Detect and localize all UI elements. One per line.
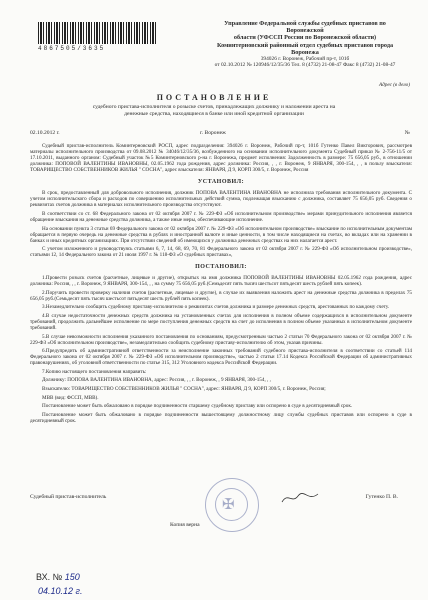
barcode-number: 4867505/3635 <box>38 45 106 52</box>
document-body <box>30 143 412 426</box>
address-note: Адрес (в дело) <box>378 82 410 88</box>
resolved-item: 4.В случае недостаточности денежных средств должника на установленных счетах для исполнения в полном объеме содержащихся в исполнительном документе требований, продолжить дальнейшее исполнение по мере поступления денежных средств на счет до исполнения в полном объеме указанных в исполнительном документе требований. <box>30 313 412 332</box>
established-paragraph: На основании пункта 3 статьи 69 Федерального закона от 02 октября 2007 г. № 229-ФЗ «Об исполнительном производстве» взыскание по исполнительным документам обращается в первую очередь на денежные средства в рублях и иностранной валюте и иные ценности, в том числе находящиеся на счетах, во вкладах или на хранении в банках и иных кредитных организациях. При отсутствии сведений об имеющихся у должника денежных средствах на них налагается арест. <box>30 225 412 244</box>
resolved-item: 2.Поручить провести проверку наличия счетов (расчетные, лицевые и другие), в случае их выявления наложить арест на денежные средства должника в пределах 75 656,05 руб.(Семьдесят пять тысяч шестьсот пятьдесят шесть рублей пять копеек). <box>30 289 412 302</box>
appeal-paragraph: Постановление может быть обжаловано в порядке подчиненности старшему судебному приставу или оспорено в суде в десятидневный срок. <box>42 403 353 410</box>
signer-title: Судебный пристав-исполнитель <box>30 494 107 500</box>
incoming-date: 04.10.12 г. <box>38 586 83 596</box>
document-city: г. Воронеж <box>200 130 226 136</box>
signature-line <box>30 494 398 500</box>
resolved-item: Должнику: ПОПОВА ВАЛЕНТИНА ИВАНОВНА, адрес: Россия, , , г. Воронеж, , 9 ЯНВАРЯ, 300-154, , , <box>42 377 271 384</box>
resolved-item: Взыскателю: ТОВАРИЩЕСТВО СОБСТВЕННИКОВ ЖИЛЬЯ " СОСНА", адрес: ЯНВАРЯ, Д 9, КОРП 300/5, г. Воронеж, Россия; <box>42 386 326 392</box>
appeal-paragraph: Постановление может быть обжаловано в порядке подчиненности вышестоящему должностному лицу службы судебных приставов или оспорено в суде в десятидневный срок. <box>30 411 412 424</box>
eagle-emblem-icon: ✠ <box>222 497 235 513</box>
issuer-header <box>205 20 405 69</box>
resolved-heading: ПОСТАНОВИЛ: <box>195 264 247 271</box>
established-heading: УСТАНОВИЛ: <box>197 179 245 186</box>
resolved-item: 6.Предупредить об административной ответственности за неисполнение законных требований судебного пристава-исполнителя в соответствии со статьей 114 Федерального закона от 02 октября 2007 г. № 229-ФЗ «Об исполнительном производстве», частью 2 статьи 17.14 Кодекса Российской Федерации об административных правонарушениях, об уголовной ответственности по статье 315, 312 Уголовного кодекса Российской Федерации. <box>30 348 412 367</box>
document-number-sign: № <box>404 130 410 136</box>
document-title: ПОСТАНОВЛЕНИЕ <box>156 93 272 102</box>
resolved-item: 7.Копию настоящего постановления направить: <box>42 368 147 375</box>
established-paragraph: В срок, предоставленный для добровольного исполнения, должник ПОПОВА ВАЛЕНТИНА ИВАНОВНА не исполнила требования исполнительного документа. С учетом исполнительского сбора и расходов по совершению исполнительных действий сумма, подлежащая взысканию с должника, составляет 75 656,05 руб. Сведения о реквизитах счетов должника в материалах исполнительного производства отсутствуют. <box>30 190 412 209</box>
handwritten-signature <box>280 490 320 506</box>
established-paragraph: В соответствии со ст. 68 Федерального закона от 02 октября 2007 г. № 229-ФЗ «Об исполнительном производстве» мерами принудительного исполнения является обращение взыскания на денежные средства должника, а также иные меры, обеспечивающие исполнение. <box>30 210 412 223</box>
intro-paragraph: Судебный пристав-исполнитель Коминтерновский РОСП, адрес подразделения: 394026 г. Воронеж, Рабочий пр-т, 101б Гутенко Павел Викторович, рассмотрев материалы исполнительного производства от 09.08.2012 № 34046/12/35/36, возбужденного на основании исполнительного документа Судебный приказ № 2-756-11/5 от 17.10.2011, выданного органом: Судебный участок №5 Коминтерновского р-на г. Воронежа, предмет исполнения: Задолженность в размере: 75 656,05 руб., в отношении должника: ПОПОВОЙ ВАЛЕНТИНЫ ИВАНОВНЫ, 02.05.1962 года рождения, адрес должника: Россия, , , г. Воронеж, 9 ЯНВАРЯ, 300-154, , , в пользу взыскателя: ТОВАРИЩЕСТВО СОБСТВЕННИКОВ ЖИЛЬЯ " СОСНА", адрес взыскателя: ЯНВАРЯ, Д 9, КОРП 300/5, г. Воронеж, Россия <box>30 143 412 174</box>
header-address-1: 394026 г. Воронеж, Рабочий пр-т, 101б <box>260 56 350 63</box>
header-address-2: от 02.10.2012 № 120946/12/35/36 Тел. 8 (4732) 21-08-47 Факс 8 (4732) 21-08-47 <box>214 62 396 69</box>
date-line <box>30 130 410 136</box>
barcode-image <box>38 22 156 44</box>
barcode-block <box>38 22 158 52</box>
header-line-1: Управление Федеральной службы судебных приставов по Воронежской <box>224 20 386 35</box>
resolved-item: 5.В случае невозможности исполнения указанного постановления по основаниям, предусмотренным частью 2 статьи 70 Федерального закона от 02 октября 2007 г. № 229-ФЗ «Об исполнительном производстве», незамедлительно сообщить судебному приставу-исполнителю об этом, указав причины. <box>30 333 412 346</box>
document-date: 02.10.2012 г. <box>30 130 60 136</box>
header-line-2: области (УФССП России по Воронежской области) <box>233 34 377 42</box>
copy-certification: Копия верна <box>170 522 200 528</box>
resolved-item: 3.Незамедлительно сообщить судебному приставу-исполнителю о реквизитах счетов должника и размере денежных средств, арестованных по каждому счету. <box>42 304 390 311</box>
header-line-3: Коминтерновский районный отдел судебных приставов города Воронежа <box>216 41 394 56</box>
resolved-item: МВВ (вид: ФССП, МВВ). <box>42 394 99 401</box>
incoming-number: 150 <box>64 572 80 582</box>
signer-name: Гутенко П. В. <box>365 494 398 500</box>
established-paragraph: С учетом изложенного и руководствуясь статьями 6, 7, 14, 68, 69, 70, 81 Федерального закона от 02 октября 2007 г. № 229-ФЗ «Об исполнительном производстве», статьями 12, 14 Федерального закона от 21 июля 1997 г. № 118-ФЗ «О судебных приставах», <box>30 246 412 259</box>
document-subtitle: судебного пристава-исполнителя о розыске счетов, принадлежащих должнику и наложении ареста на денежные средства, находящиеся в банке или иной кредитной организации <box>92 104 336 117</box>
incoming-label: ВХ. № <box>36 572 63 582</box>
resolved-item: 1.Провести розыск счетов (расчетные, лицевые и другие), открытых на имя должника ПОПОВОЙ ВАЛЕНТИНЫ ИВАНОВНЫ 02.05.1962 года рождения, адрес должника: Россия, , , г. Воронеж, 9 ЯНВАРЯ, 300-154, , , на сумму 75 656,05 руб.(Семьдесят пять тысяч шестьсот пятьдесят шесть рублей пять копеек). <box>30 275 412 288</box>
incoming-stamp <box>36 572 80 582</box>
